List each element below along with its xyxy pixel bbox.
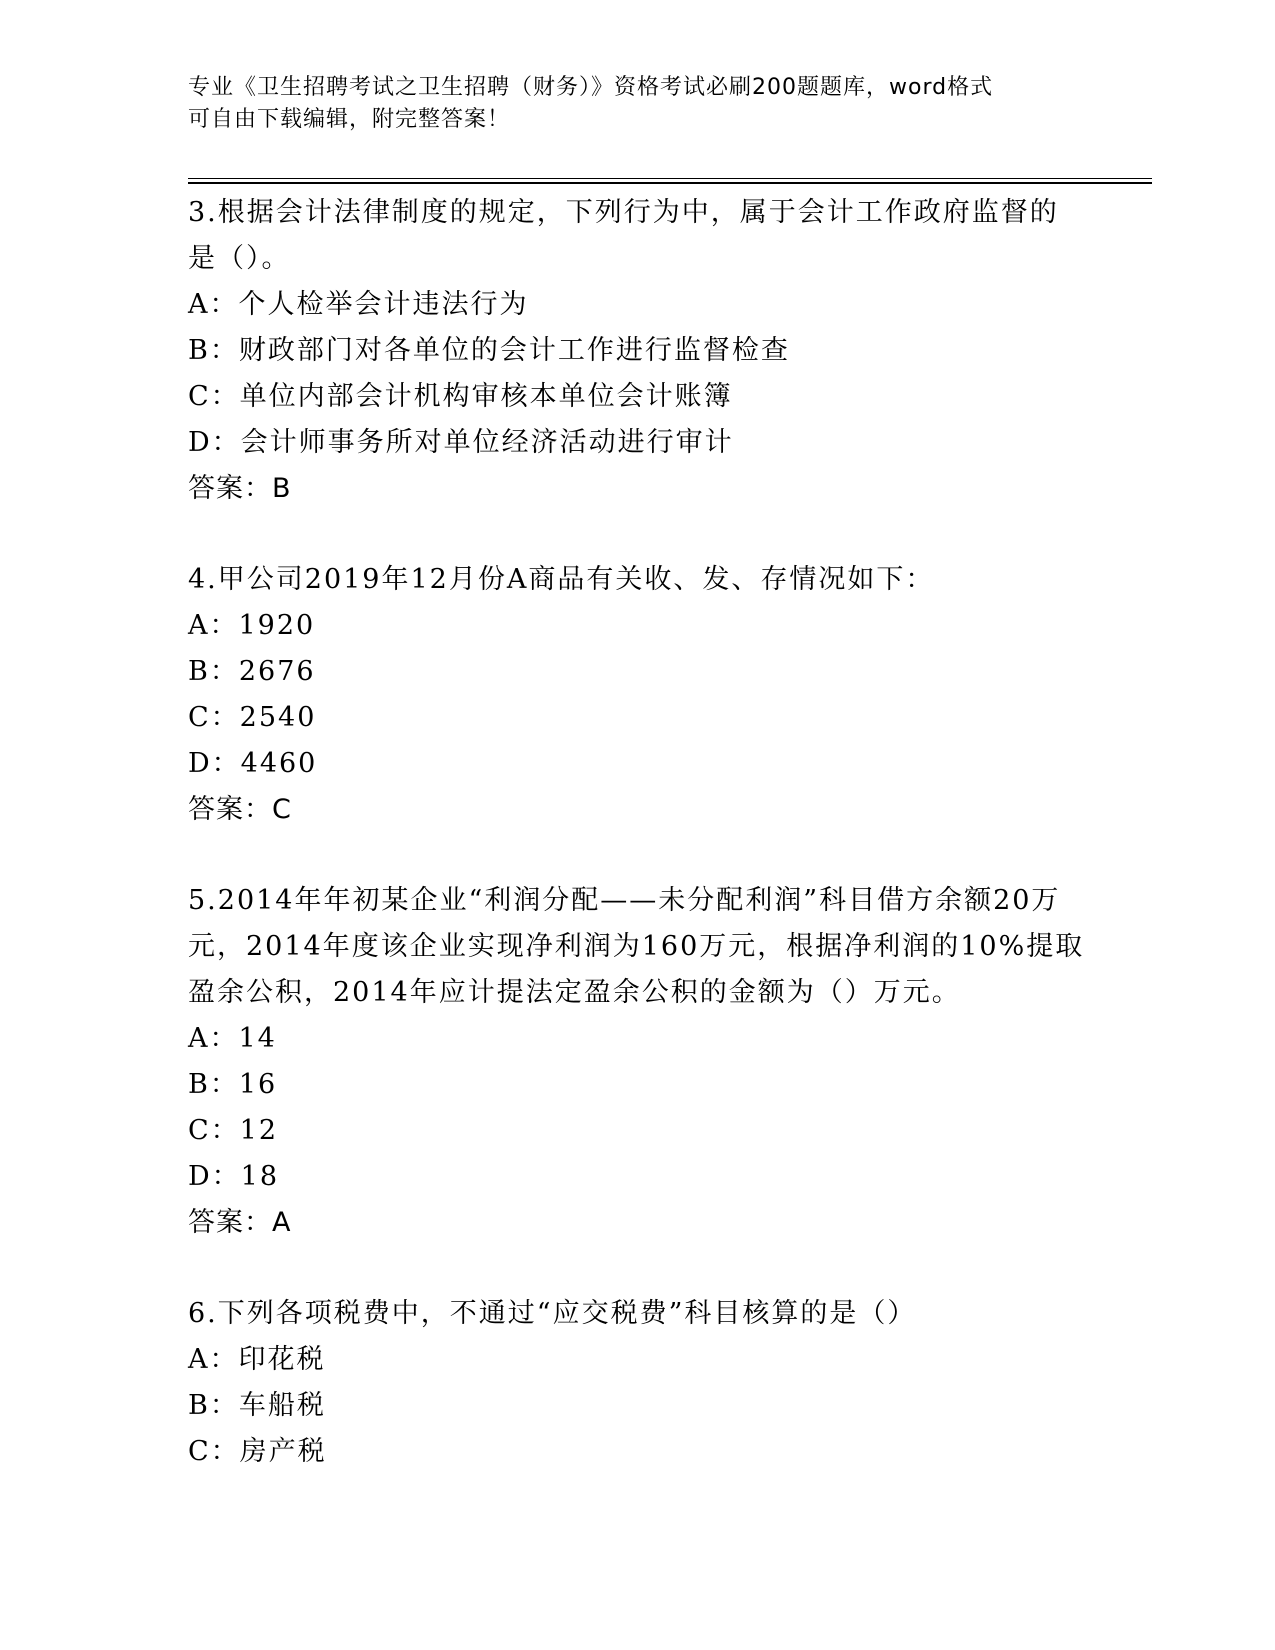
option-a: A：14 bbox=[188, 1023, 277, 1054]
option-b: B：2676 bbox=[188, 656, 316, 687]
option-a: A：个人检举会计违法行为 bbox=[188, 289, 529, 320]
question-4 bbox=[188, 557, 1088, 833]
question-stem-line: 元，2014年度该企业实现净利润为160万元，根据净利润的10%提取 bbox=[188, 931, 1085, 962]
option-a: A：印花税 bbox=[188, 1344, 326, 1375]
answer-label: 答案：A bbox=[188, 1207, 292, 1238]
question-6 bbox=[188, 1291, 1088, 1475]
option-b: B：16 bbox=[188, 1069, 278, 1100]
question-stem-line: 6.下列各项税费中，不通过“应交税费”科目核算的是（） bbox=[188, 1298, 917, 1329]
answer-label: 答案：B bbox=[188, 473, 292, 504]
document-header bbox=[188, 72, 1088, 136]
question-gap bbox=[188, 1246, 1088, 1291]
header-title-line-2: 可自由下载编辑，附完整答案！ bbox=[188, 107, 511, 132]
header-divider-thick bbox=[188, 182, 1152, 184]
question-stem-line: 5.2014年年初某企业“利润分配——未分配利润”科目借方余额20万 bbox=[188, 885, 1061, 916]
question-stem-line: 盈余公积，2014年应计提法定盈余公积的金额为（）万元。 bbox=[188, 977, 961, 1008]
header-title-line-1: 专业《卫生招聘考试之卫生招聘（财务）》资格考试必刷200题题库，word格式 bbox=[188, 75, 994, 100]
option-b: B：财政部门对各单位的会计工作进行监督检查 bbox=[188, 335, 790, 366]
question-3 bbox=[188, 190, 1088, 512]
question-stem-line: 4.甲公司2019年12月份A商品有关收、发、存情况如下： bbox=[188, 564, 935, 595]
question-gap bbox=[188, 512, 1088, 557]
question-5 bbox=[188, 878, 1088, 1246]
option-d: D：4460 bbox=[188, 748, 318, 779]
header-divider-thin bbox=[188, 178, 1152, 179]
option-c: C：2540 bbox=[188, 702, 317, 733]
option-a: A：1920 bbox=[188, 610, 316, 641]
question-stem-line: 是（）。 bbox=[188, 243, 291, 274]
option-d: D：会计师事务所对单位经济活动进行审计 bbox=[188, 427, 734, 458]
question-list bbox=[188, 190, 1088, 1475]
option-c: C：单位内部会计机构审核本单位会计账簿 bbox=[188, 381, 733, 412]
option-b: B：车船税 bbox=[188, 1390, 326, 1421]
answer-label: 答案：C bbox=[188, 794, 292, 825]
question-gap bbox=[188, 833, 1088, 878]
option-c: C：12 bbox=[188, 1115, 279, 1146]
option-d: D：18 bbox=[188, 1161, 280, 1192]
question-stem-line: 3.根据会计法律制度的规定，下列行为中，属于会计工作政府监督的 bbox=[188, 197, 1059, 228]
option-c: C：房产税 bbox=[188, 1436, 327, 1467]
